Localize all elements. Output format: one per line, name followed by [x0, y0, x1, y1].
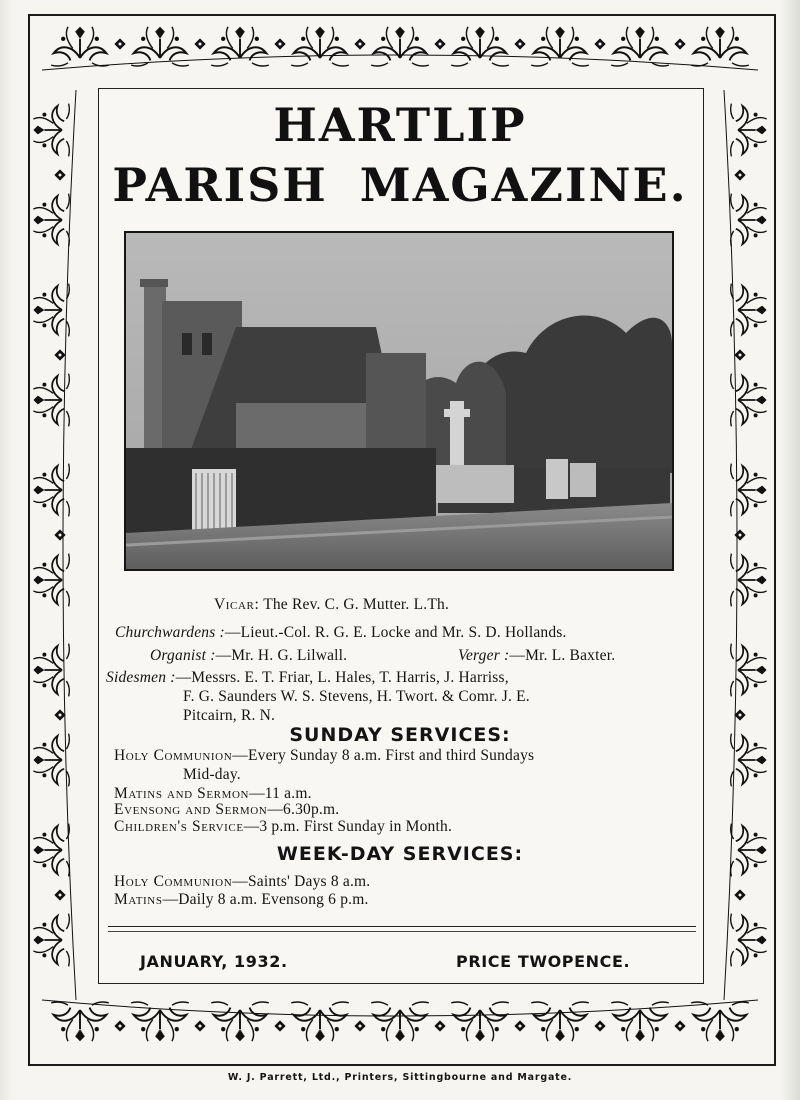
service-name: Holy Communion: [114, 873, 233, 890]
church-photo: [124, 231, 674, 571]
service-name: Matins: [114, 891, 163, 908]
sidesmen-line-1: [106, 669, 509, 687]
verger-label: Verger :: [458, 647, 510, 664]
vicar-name: The Rev. C. G. Mutter. L.Th.: [263, 596, 450, 613]
service-detail: —Saints' Days 8 a.m.: [232, 873, 371, 890]
sidesmen-names-1: —Messrs. E. T. Friar, L. Hales, T. Harris, J. Harriss,: [175, 669, 509, 686]
issue-price: PRICE TWOPENCE.: [456, 952, 631, 971]
churchwardens-names: —Lieut.-Col. R. G. E. Locke and Mr. S. D. Hollands.: [224, 624, 567, 641]
weekday-service-item: [114, 873, 370, 891]
divider-rule-thin: [108, 931, 696, 932]
service-detail: —6.30p.m.: [267, 801, 340, 818]
vicar-line: [214, 596, 449, 614]
divider-rule: [108, 926, 696, 927]
sunday-service-item: [183, 766, 241, 784]
service-detail: Mid-day.: [183, 766, 241, 783]
issue-date: JANUARY, 1932.: [140, 952, 288, 971]
service-name: Evensong and Sermon: [114, 801, 268, 818]
service-name: Children's Service: [114, 818, 244, 835]
organist-line: [150, 647, 347, 665]
service-detail: —Daily 8 a.m. Evensong 6 p.m.: [162, 891, 369, 908]
sunday-services-heading: SUNDAY SERVICES:: [289, 724, 511, 746]
masthead-subtitle: PARISH MAGAZINE.: [112, 158, 688, 212]
sunday-service-item: [114, 747, 534, 765]
sunday-service-item: [114, 818, 452, 836]
organist-label: Organist :: [150, 647, 216, 664]
weekday-service-item: [114, 891, 369, 909]
sidesmen-names-3: Pitcairn, R. N.: [183, 707, 276, 724]
weekday-services-heading: WEEK-DAY SERVICES:: [276, 843, 524, 865]
service-detail: —11 a.m.: [249, 785, 312, 802]
sunday-service-item: [114, 801, 339, 819]
sidesmen-names-2: F. G. Saunders W. S. Stevens, H. Twort. & Comr. J. E.: [183, 688, 530, 705]
organist-name: —Mr. H. G. Lilwall.: [215, 647, 348, 664]
service-name: Matins and Sermon: [114, 785, 250, 802]
vicar-label: Vicar:: [214, 596, 260, 613]
verger-name: —Mr. L. Baxter.: [509, 647, 616, 664]
sidesmen-label: Sidesmen :: [106, 669, 176, 686]
masthead-title: HARTLIP: [273, 98, 527, 152]
churchwardens-label: Churchwardens :: [115, 624, 225, 641]
service-detail: —Every Sunday 8 a.m. First and third Sundays: [232, 747, 535, 764]
service-name: Holy Communion: [114, 747, 233, 764]
churchwardens-line: [115, 624, 567, 642]
service-detail: —3 p.m. First Sunday in Month.: [243, 818, 453, 835]
verger-line: [458, 647, 615, 665]
printer-credit: W. J. Parrett, Ltd., Printers, Sittingbourne and Margate.: [227, 1072, 573, 1083]
